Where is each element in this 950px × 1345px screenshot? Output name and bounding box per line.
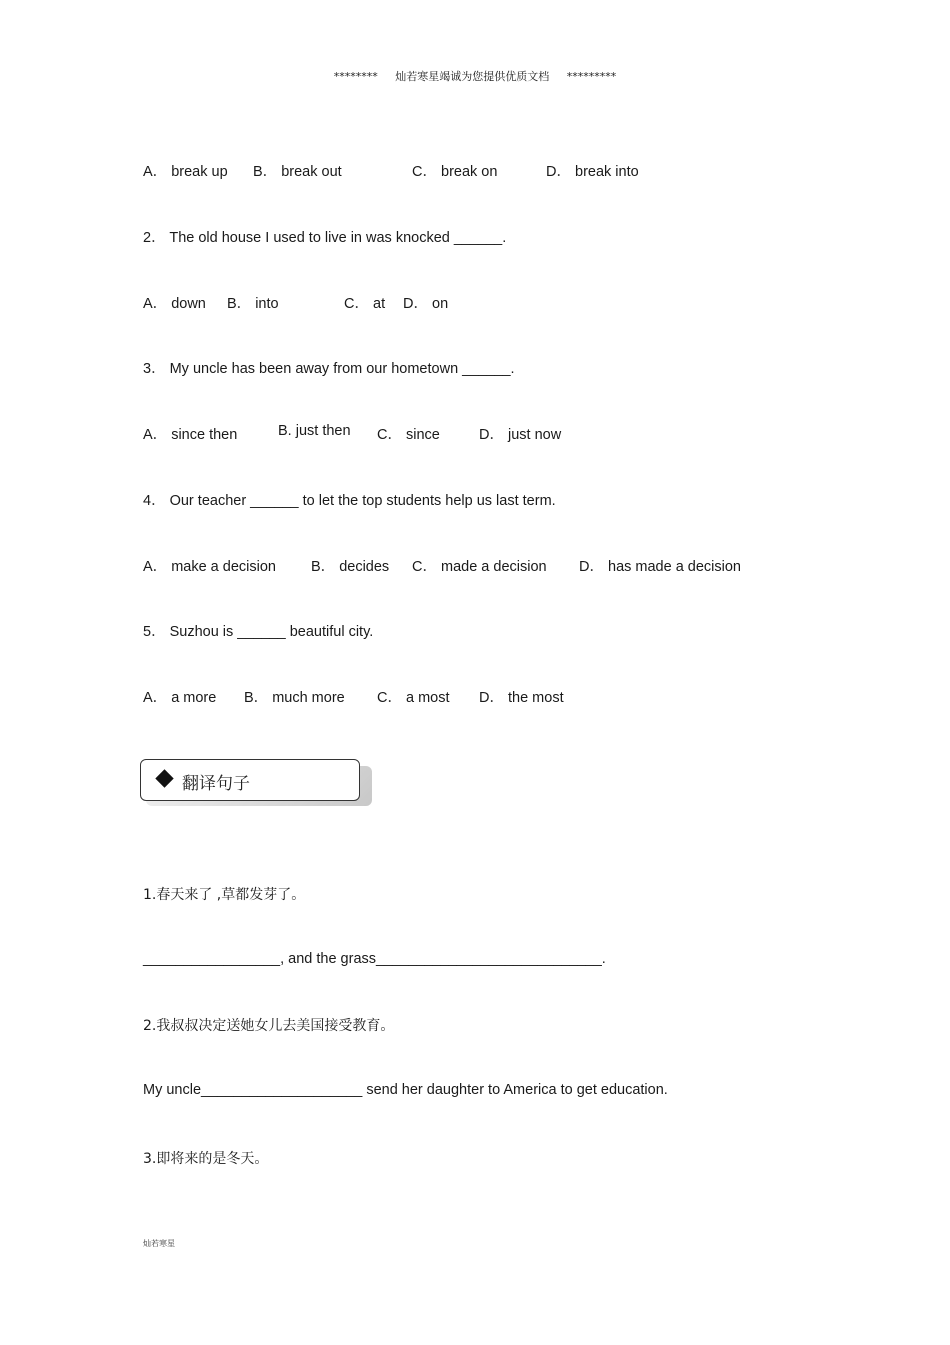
page-footer: 灿若寒星	[143, 1239, 175, 1248]
q5-option-b: B． much more	[244, 690, 345, 706]
translation-1-zh: 1.春天来了 ,草都发芽了。	[143, 887, 306, 903]
q3-option-a: A． since then	[143, 427, 238, 443]
q2-option-a: A． down	[143, 296, 206, 312]
q3-option-c: C． since	[377, 427, 440, 443]
q2-option-d: D． on	[403, 296, 449, 312]
q3-stem: 3． My uncle has been away from our hometown ______.	[143, 361, 515, 377]
q5-option-a: A． a more	[143, 690, 217, 706]
q1-option-a: A． break up	[143, 164, 228, 180]
q4-option-c: C． made a decision	[412, 559, 547, 575]
q4-stem: 4． Our teacher ______ to let the top students help us last term.	[143, 493, 556, 509]
section-title: 翻译句子	[182, 774, 250, 794]
translation-3-zh: 3.即将来的是冬天。	[143, 1151, 269, 1167]
q3-option-d: D． just now	[479, 427, 562, 443]
q2-option-b: B． into	[227, 296, 279, 312]
q3-option-b: B. just then	[278, 423, 351, 439]
q1-option-b: B． break out	[253, 164, 342, 180]
q2-stem: 2． The old house I used to live in was knocked ______.	[143, 230, 507, 246]
q4-option-a: A． make a decision	[143, 559, 276, 575]
translation-1-en: _________________, and the grass____________________________.	[143, 951, 606, 967]
header-stars-left: ********	[333, 70, 378, 83]
header-stars-right: *********	[566, 70, 617, 83]
section-heading-box	[140, 759, 360, 801]
q5-option-c: C． a most	[377, 690, 450, 706]
page-header	[0, 68, 950, 84]
q1-option-c: C． break on	[412, 164, 498, 180]
q5-stem: 5． Suzhou is ______ beautiful city.	[143, 624, 374, 640]
q4-option-b: B． decides	[311, 559, 390, 575]
diamond-icon	[155, 769, 173, 787]
translation-2-zh: 2.我叔叔决定送她女儿去美国接受教育。	[143, 1018, 395, 1034]
q1-option-d: D． break into	[546, 164, 639, 180]
translation-2-en: My uncle____________________ send her daughter to America to get education.	[143, 1082, 668, 1098]
q4-option-d: D． has made a decision	[579, 559, 741, 575]
q2-option-c: C． at	[344, 296, 386, 312]
header-title: 灿若寒星竭诚为您提供优质文档	[395, 70, 550, 83]
q5-option-d: D． the most	[479, 690, 564, 706]
